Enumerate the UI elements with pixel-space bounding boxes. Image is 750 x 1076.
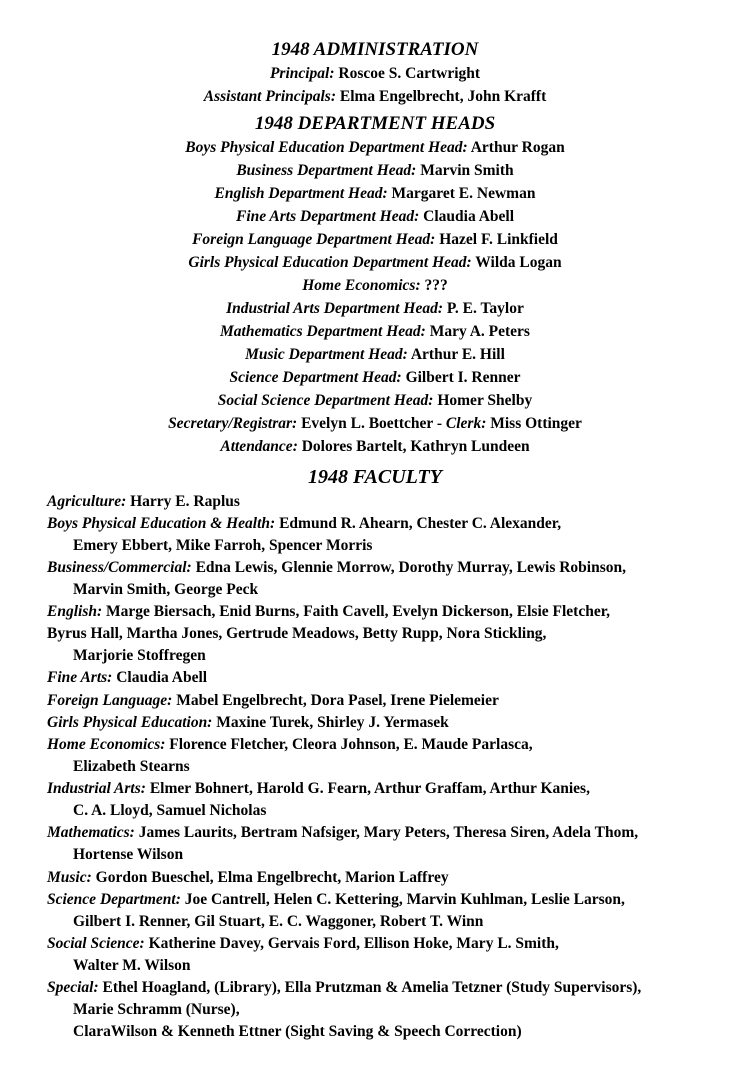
department-heads-heading: 1948 DEPARTMENT HEADS <box>254 113 496 134</box>
faculty-entry <box>47 712 730 734</box>
faculty-names: Florence Fletcher, Cleora Johnson, E. Maude Parlasca, <box>165 736 533 754</box>
faculty-names: Maxine Turek, Shirley J. Yermasek <box>212 713 449 731</box>
faculty-entry <box>47 667 730 689</box>
faculty-names: Claudia Abell <box>112 669 208 687</box>
attendance-line <box>0 435 750 458</box>
department-head-name: ??? <box>420 277 448 294</box>
principal-line <box>0 62 750 85</box>
faculty-department-label: Special: <box>47 979 99 997</box>
secretary-label: Secretary/Registrar: <box>168 415 298 432</box>
department-head-name: Claudia Abell <box>419 208 515 225</box>
faculty-names-continued: Hortense Wilson <box>73 846 184 864</box>
clerk-label: Clerk: <box>445 415 487 432</box>
faculty-names-continued: Walter M. Wilson <box>73 956 191 974</box>
department-head-line <box>0 182 750 205</box>
faculty-entry <box>47 889 730 933</box>
department-head-label: Foreign Language Department Head: <box>192 231 436 248</box>
department-head-line <box>0 159 750 182</box>
department-head-label: Boys Physical Education Department Head: <box>185 139 468 156</box>
faculty-entry <box>47 513 730 557</box>
faculty-names-continued: Marie Schramm (Nurse), <box>73 1000 240 1018</box>
assistant-principals-value: Elma Engelbrecht, John Krafft <box>335 88 547 105</box>
department-head-name: P. E. Taylor <box>443 300 524 317</box>
faculty-names: Mabel Engelbrecht, Dora Pasel, Irene Pielemeier <box>172 691 499 709</box>
department-head-line <box>0 251 750 274</box>
faculty-department-label: Business/Commercial: <box>47 559 192 577</box>
department-head-label: Social Science Department Head: <box>217 392 434 409</box>
department-head-line <box>0 297 750 320</box>
department-head-line <box>0 343 750 366</box>
department-head-line <box>0 320 750 343</box>
faculty-entry <box>47 557 730 601</box>
assistant-principals-label: Assistant Principals: <box>203 88 336 105</box>
department-head-label: English Department Head: <box>214 185 388 202</box>
department-head-line <box>0 274 750 297</box>
assistant-principals-line <box>0 85 750 108</box>
department-head-line <box>0 389 750 412</box>
faculty-names: Edmund R. Ahearn, Chester C. Alexander, <box>275 515 562 533</box>
faculty-names-continued: Marvin Smith, George Peck <box>73 581 259 599</box>
faculty-department-label: Industrial Arts: <box>47 780 146 798</box>
department-head-name: Wilda Logan <box>471 254 562 271</box>
faculty-entry <box>47 822 730 866</box>
faculty-names: Joe Cantrell, Helen C. Kettering, Marvin Kuhlman, Leslie Larson, <box>180 890 625 908</box>
department-head-label: Business Department Head: <box>236 162 417 179</box>
department-head-name: Margaret E. Newman <box>387 185 536 202</box>
faculty-heading: 1948 FACULTY <box>308 466 442 488</box>
department-head-name: Marvin Smith <box>416 162 514 179</box>
department-head-name: Homer Shelby <box>433 392 533 409</box>
faculty-department-label: Fine Arts: <box>47 669 113 687</box>
faculty-names-continued: ClaraWilson & Kenneth Ettner (Sight Saving & Speech Correction) <box>73 1022 522 1040</box>
faculty-department-label: Social Science: <box>47 934 145 952</box>
department-head-label: Fine Arts Department Head: <box>235 208 420 225</box>
department-head-line <box>0 205 750 228</box>
faculty-department-label: Girls Physical Education: <box>47 713 213 731</box>
faculty-entry <box>47 977 730 1042</box>
faculty-names: Marge Biersach, Enid Burns, Faith Cavell, Evelyn Dickerson, Elsie Fletcher, <box>102 603 611 621</box>
faculty-entry <box>47 867 730 889</box>
faculty-names-continued: Elizabeth Stearns <box>73 758 190 776</box>
department-head-name: Hazel F. Linkfield <box>435 231 558 248</box>
attendance-label: Attendance: <box>220 438 298 455</box>
faculty-names-continued: Gilbert I. Renner, Gil Stuart, E. C. Waggoner, Robert T. Winn <box>73 912 484 930</box>
faculty-department-label: Mathematics: <box>47 824 135 842</box>
department-head-line <box>0 366 750 389</box>
department-head-label: Industrial Arts Department Head: <box>226 300 444 317</box>
faculty-entry <box>47 690 730 712</box>
faculty-entry <box>47 491 730 513</box>
department-head-name: Arthur E. Hill <box>407 346 505 363</box>
faculty-names: Katherine Davey, Gervais Ford, Ellison Hoke, Mary L. Smith, <box>144 934 559 952</box>
faculty-department-label: Foreign Language: <box>47 691 173 709</box>
department-head-label: Home Economics: <box>302 277 421 294</box>
principal-value: Roscoe S. Cartwright <box>334 65 481 82</box>
faculty-names: Harry E. Raplus <box>126 493 240 510</box>
secretary-line <box>0 412 750 435</box>
department-head-label: Music Department Head: <box>245 346 408 363</box>
faculty-department-label: Agriculture: <box>47 493 127 510</box>
department-head-label: Mathematics Department Head: <box>220 323 426 340</box>
faculty-names: Ethel Hoagland, (Library), Ella Prutzman & Amelia Tetzner (Study Supervisors), <box>98 979 642 997</box>
department-head-label: Science Department Head: <box>229 369 402 386</box>
faculty-department-label: English: <box>47 603 103 621</box>
principal-label: Principal: <box>269 65 335 82</box>
faculty-department-label: Home Economics: <box>47 736 166 754</box>
faculty-names: Elmer Bohnert, Harold G. Fearn, Arthur Graffam, Arthur Kanies, <box>145 780 590 798</box>
department-head-line <box>0 228 750 251</box>
faculty-names-continued: Emery Ebbert, Mike Farroh, Spencer Morris <box>73 537 373 555</box>
faculty-department-label: Music: <box>47 868 92 886</box>
faculty-names: Gordon Bueschel, Elma Engelbrecht, Marion Laffrey <box>91 868 449 886</box>
faculty-entry <box>47 778 730 822</box>
secretary-value: Evelyn L. Boettcher - <box>297 415 446 432</box>
department-head-name: Gilbert I. Renner <box>401 369 521 386</box>
department-head-name: Arthur Rogan <box>467 139 565 156</box>
department-head-label: Girls Physical Education Department Head: <box>188 254 472 271</box>
faculty-section <box>0 464 750 1042</box>
administration-section <box>0 0 750 108</box>
administration-heading: 1948 ADMINISTRATION <box>271 39 479 60</box>
faculty-names-continued: Byrus Hall, Martha Jones, Gertrude Meadows, Betty Rupp, Nora Stickling, <box>47 625 547 643</box>
faculty-list <box>0 491 750 1042</box>
faculty-names-continued: Marjorie Stoffregen <box>73 647 206 665</box>
department-heads-list <box>0 136 750 412</box>
department-heads-section <box>0 112 750 458</box>
faculty-entry <box>47 933 730 977</box>
faculty-entry <box>47 734 730 778</box>
faculty-names-continued: C. A. Lloyd, Samuel Nicholas <box>73 802 267 820</box>
faculty-names: James Laurits, Bertram Nafsiger, Mary Peters, Theresa Siren, Adela Thom, <box>134 824 639 842</box>
department-head-line <box>0 136 750 159</box>
clerk-value: Miss Ottinger <box>486 415 582 432</box>
department-head-name: Mary A. Peters <box>425 323 530 340</box>
faculty-department-label: Science Department: <box>47 890 181 908</box>
faculty-entry <box>47 601 730 666</box>
faculty-names: Edna Lewis, Glennie Morrow, Dorothy Murray, Lewis Robinson, <box>191 559 627 577</box>
attendance-value: Dolores Bartelt, Kathryn Lundeen <box>297 438 530 455</box>
faculty-department-label: Boys Physical Education & Health: <box>47 515 276 533</box>
